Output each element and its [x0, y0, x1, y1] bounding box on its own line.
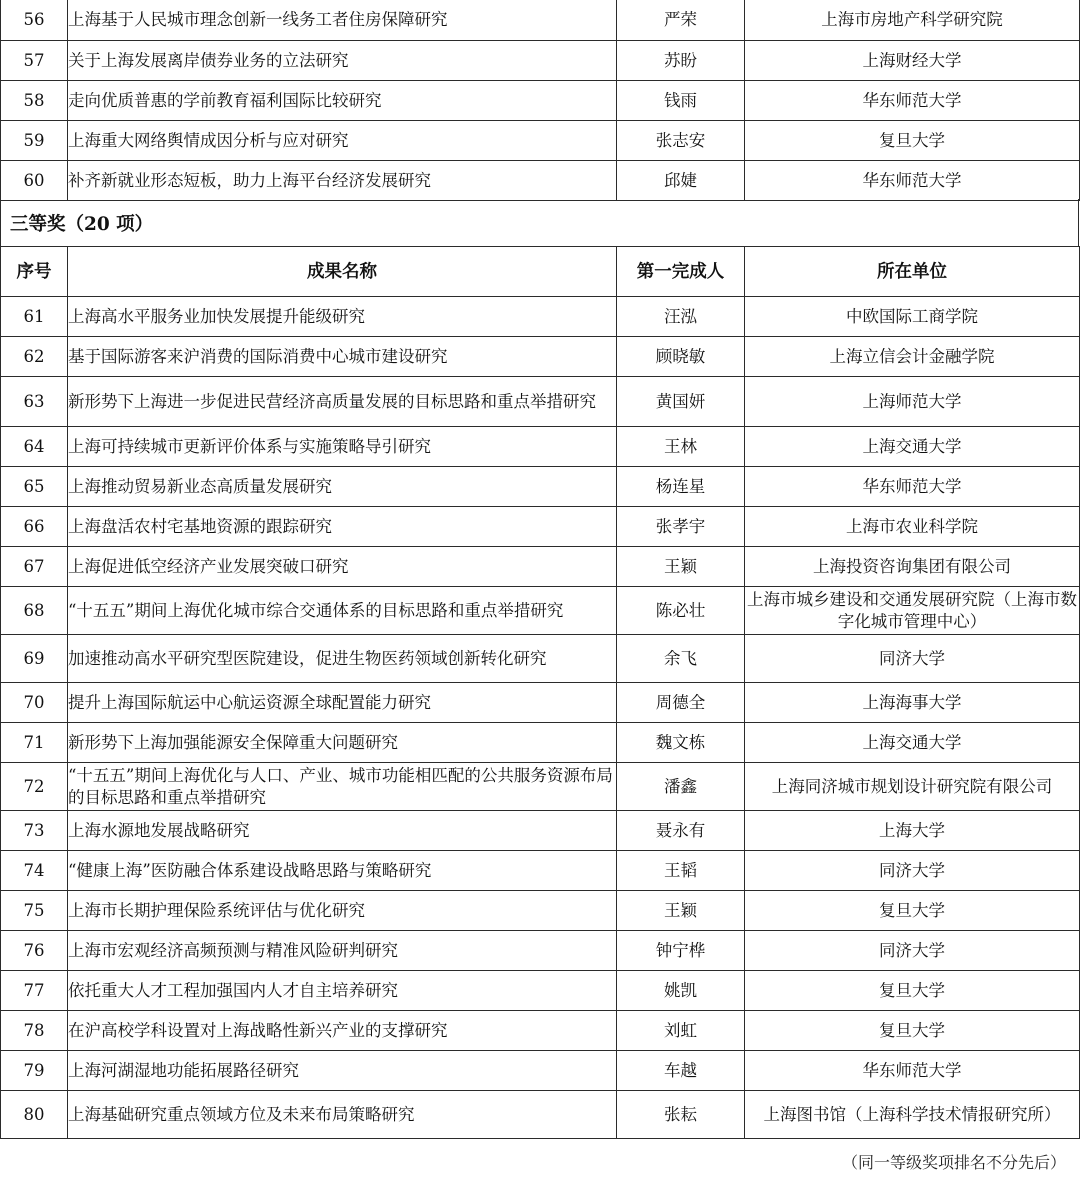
third-prize-table — [0, 246, 1080, 1139]
row-number: 58 — [1, 81, 68, 121]
row-number: 66 — [1, 507, 68, 547]
table-header-row — [1, 247, 1080, 297]
row-title: 上海盘活农村宅基地资源的跟踪研究 — [68, 507, 617, 547]
row-institution: 上海市城乡建设和交通发展研究院（上海市数字化城市管理中心） — [745, 587, 1080, 635]
row-title: 上海可持续城市更新评价体系与实施策略导引研究 — [68, 427, 617, 467]
table-row — [1, 41, 1080, 81]
row-institution: 上海财经大学 — [745, 41, 1080, 81]
row-first-author: 张志安 — [617, 121, 745, 161]
row-title: “健康上海”医防融合体系建设战略思路与策略研究 — [68, 851, 617, 891]
row-number: 76 — [1, 931, 68, 971]
row-number: 61 — [1, 297, 68, 337]
table-row — [1, 81, 1080, 121]
table-row — [1, 931, 1080, 971]
row-institution: 中欧国际工商学院 — [745, 297, 1080, 337]
footnote: （同一等级奖项排名不分先后） — [841, 1153, 1066, 1172]
row-first-author: 张孝宇 — [617, 507, 745, 547]
row-institution: 华东师范大学 — [745, 1051, 1080, 1091]
row-first-author: 邱婕 — [617, 161, 745, 201]
row-first-author: 张耘 — [617, 1091, 745, 1139]
row-institution: 华东师范大学 — [745, 467, 1080, 507]
row-title: 上海市长期护理保险系统评估与优化研究 — [68, 891, 617, 931]
table-row — [1, 297, 1080, 337]
row-institution: 复旦大学 — [745, 121, 1080, 161]
row-title: 补齐新就业形态短板，助力上海平台经济发展研究 — [68, 161, 617, 201]
row-title: “十五五”期间上海优化城市综合交通体系的目标思路和重点举措研究 — [68, 587, 617, 635]
row-number: 70 — [1, 683, 68, 723]
row-institution: 同济大学 — [745, 851, 1080, 891]
row-institution: 上海市农业科学院 — [745, 507, 1080, 547]
row-number: 72 — [1, 763, 68, 811]
table-row — [1, 891, 1080, 931]
row-institution: 上海立信会计金融学院 — [745, 337, 1080, 377]
row-title: 在沪高校学科设置对上海战略性新兴产业的支撑研究 — [68, 1011, 617, 1051]
row-number: 78 — [1, 1011, 68, 1051]
row-title: 上海河湖湿地功能拓展路径研究 — [68, 1051, 617, 1091]
row-institution: 复旦大学 — [745, 971, 1080, 1011]
row-institution: 同济大学 — [745, 635, 1080, 683]
row-number: 60 — [1, 161, 68, 201]
row-title: 走向优质普惠的学前教育福利国际比较研究 — [68, 81, 617, 121]
row-title: 上海基础研究重点领域方位及未来布局策略研究 — [68, 1091, 617, 1139]
row-first-author: 潘鑫 — [617, 763, 745, 811]
row-number: 77 — [1, 971, 68, 1011]
row-title: 依托重大人才工程加强国内人才自主培养研究 — [68, 971, 617, 1011]
row-title: 关于上海发展离岸债券业务的立法研究 — [68, 41, 617, 81]
row-first-author: 王颖 — [617, 891, 745, 931]
row-institution: 华东师范大学 — [745, 81, 1080, 121]
row-institution: 复旦大学 — [745, 891, 1080, 931]
table-row — [1, 1011, 1080, 1051]
row-title: 上海促进低空经济产业发展突破口研究 — [68, 547, 617, 587]
row-number: 68 — [1, 587, 68, 635]
row-first-author: 黄国妍 — [617, 377, 745, 427]
row-title: 上海高水平服务业加快发展提升能级研究 — [68, 297, 617, 337]
column-header-institution: 所在单位 — [745, 247, 1080, 297]
row-institution: 上海交通大学 — [745, 723, 1080, 763]
row-title: 上海重大网络舆情成因分析与应对研究 — [68, 121, 617, 161]
row-number: 56 — [1, 0, 68, 41]
row-number: 73 — [1, 811, 68, 851]
row-institution: 上海投资咨询集团有限公司 — [745, 547, 1080, 587]
row-first-author: 顾晓敏 — [617, 337, 745, 377]
second-prize-table-continued — [0, 0, 1080, 201]
row-first-author: 王颖 — [617, 547, 745, 587]
row-institution: 华东师范大学 — [745, 161, 1080, 201]
table-row — [1, 467, 1080, 507]
table-row — [1, 635, 1080, 683]
row-institution: 上海师范大学 — [745, 377, 1080, 427]
row-number: 65 — [1, 467, 68, 507]
row-first-author: 车越 — [617, 1051, 745, 1091]
table-row — [1, 427, 1080, 467]
table-row — [1, 723, 1080, 763]
row-institution: 同济大学 — [745, 931, 1080, 971]
column-header-first-author: 第一完成人 — [617, 247, 745, 297]
table-row — [1, 851, 1080, 891]
row-title: 提升上海国际航运中心航运资源全球配置能力研究 — [68, 683, 617, 723]
table-row — [1, 683, 1080, 723]
row-number: 79 — [1, 1051, 68, 1091]
table-row — [1, 971, 1080, 1011]
table-row — [1, 587, 1080, 635]
row-first-author: 聂永有 — [617, 811, 745, 851]
row-title: 上海水源地发展战略研究 — [68, 811, 617, 851]
row-institution: 上海海事大学 — [745, 683, 1080, 723]
row-number: 71 — [1, 723, 68, 763]
table-row — [1, 377, 1080, 427]
row-institution: 上海市房地产科学研究院 — [745, 0, 1080, 41]
row-first-author: 钱雨 — [617, 81, 745, 121]
row-first-author: 魏文栋 — [617, 723, 745, 763]
row-first-author: 余飞 — [617, 635, 745, 683]
row-title: 上海推动贸易新业态高质量发展研究 — [68, 467, 617, 507]
row-title: 上海市宏观经济高频预测与精准风险研判研究 — [68, 931, 617, 971]
table-row — [1, 547, 1080, 587]
row-first-author: 苏盼 — [617, 41, 745, 81]
table-row — [1, 337, 1080, 377]
table-row — [1, 1091, 1080, 1139]
table-row — [1, 121, 1080, 161]
row-title: 新形势下上海进一步促进民营经济高质量发展的目标思路和重点举措研究 — [68, 377, 617, 427]
table-row — [1, 0, 1080, 41]
row-number: 74 — [1, 851, 68, 891]
table-row — [1, 161, 1080, 201]
row-first-author: 刘虹 — [617, 1011, 745, 1051]
row-number: 59 — [1, 121, 68, 161]
row-title: “十五五”期间上海优化与人口、产业、城市功能相匹配的公共服务资源布局的目标思路和重点举措研究 — [68, 763, 617, 811]
row-number: 67 — [1, 547, 68, 587]
row-title: 上海基于人民城市理念创新一线务工者住房保障研究 — [68, 0, 617, 41]
row-number: 80 — [1, 1091, 68, 1139]
row-number: 62 — [1, 337, 68, 377]
table-row — [1, 507, 1080, 547]
row-number: 69 — [1, 635, 68, 683]
row-first-author: 杨连星 — [617, 467, 745, 507]
row-first-author: 王林 — [617, 427, 745, 467]
third-prize-section-header — [0, 199, 1079, 246]
row-institution: 上海交通大学 — [745, 427, 1080, 467]
column-header-number: 序号 — [1, 247, 68, 297]
row-number: 64 — [1, 427, 68, 467]
row-institution: 复旦大学 — [745, 1011, 1080, 1051]
table-row — [1, 1051, 1080, 1091]
table-row — [1, 811, 1080, 851]
row-institution: 上海大学 — [745, 811, 1080, 851]
row-number: 63 — [1, 377, 68, 427]
table-row — [1, 763, 1080, 811]
row-first-author: 姚凯 — [617, 971, 745, 1011]
row-first-author: 王韬 — [617, 851, 745, 891]
row-first-author: 钟宁桦 — [617, 931, 745, 971]
row-title: 基于国际游客来沪消费的国际消费中心城市建设研究 — [68, 337, 617, 377]
row-number: 57 — [1, 41, 68, 81]
row-first-author: 严荣 — [617, 0, 745, 41]
row-first-author: 陈必壮 — [617, 587, 745, 635]
row-institution: 上海同济城市规划设计研究院有限公司 — [745, 763, 1080, 811]
column-header-title: 成果名称 — [68, 247, 617, 297]
section-title: 三等奖（20 项） — [10, 214, 154, 235]
row-first-author: 周德全 — [617, 683, 745, 723]
row-title: 新形势下上海加强能源安全保障重大问题研究 — [68, 723, 617, 763]
row-title: 加速推动高水平研究型医院建设，促进生物医药领域创新转化研究 — [68, 635, 617, 683]
row-first-author: 汪泓 — [617, 297, 745, 337]
row-institution: 上海图书馆（上海科学技术情报研究所） — [745, 1091, 1080, 1139]
row-number: 75 — [1, 891, 68, 931]
